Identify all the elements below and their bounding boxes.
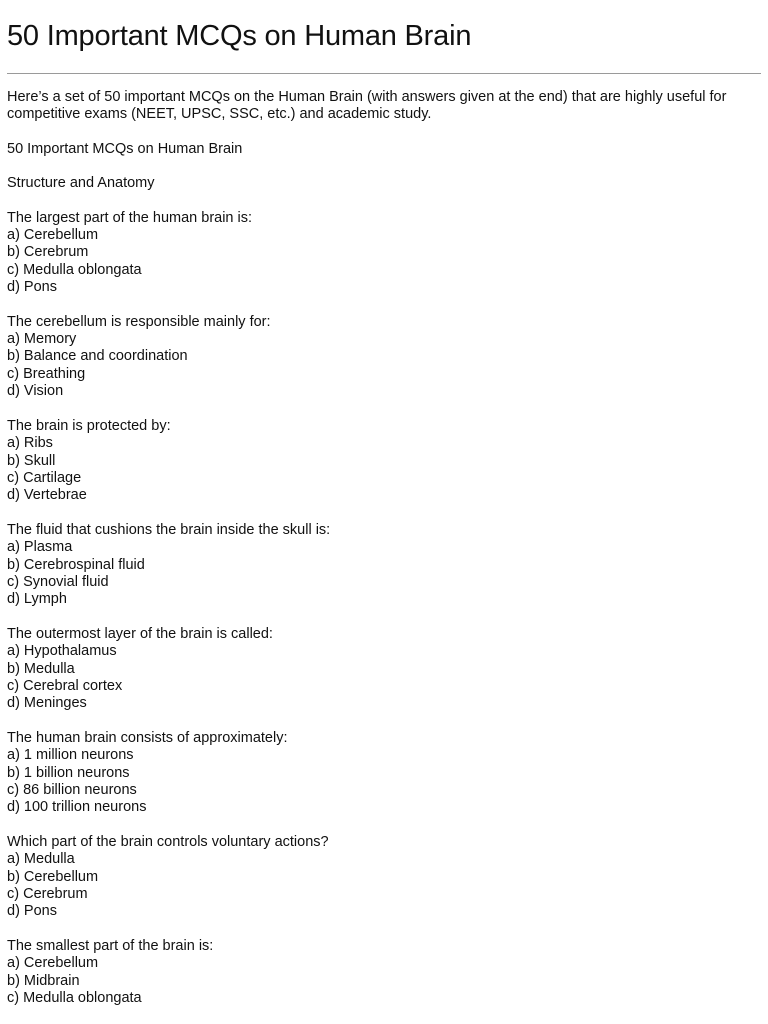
option-item: c) 86 billion neurons [7, 782, 137, 798]
option-item: d) Vertebrae [7, 487, 87, 504]
intro-text: Here’s a set of 50 important MCQs on the Human Brain (with answers given at the end) that are highly useful for competitive exams (NEET, UPSC, SSC, etc.) and academic study. [7, 89, 727, 123]
option-item: b) Cerebrum [7, 244, 89, 261]
option-item: d) Lymph [7, 591, 67, 608]
section-heading: Structure and Anatomy [7, 175, 155, 192]
option-item: a) Medulla [7, 851, 75, 868]
option-item: d) Vision [7, 383, 64, 400]
option-item: a) 1 million neurons [7, 747, 134, 764]
question-text: The outermost layer of the brain is called: [7, 625, 273, 642]
question-text: The fluid that cushions the brain inside the skull is: [7, 521, 331, 538]
option-item: a) Cerebellum [7, 227, 99, 244]
option-item: d) Pons [7, 279, 57, 296]
option-item: c) Cartilage [7, 469, 82, 486]
question-text: The smallest part of the brain is: [7, 937, 214, 954]
question-text: The brain is protected by: [7, 417, 171, 434]
option-item: b) Balance and coordination [7, 348, 188, 365]
question-block [7, 938, 761, 1008]
question-block [7, 210, 761, 297]
option-item: d) Pons [7, 903, 57, 920]
title-divider [7, 73, 761, 74]
option-item: c) Medulla oblongata [7, 990, 142, 1007]
option-item: a) Memory [7, 331, 77, 348]
question-block [7, 730, 761, 817]
option-item: c) Cerebrum [7, 886, 88, 903]
question-text: The largest part of the human brain is: [7, 209, 253, 226]
heading-paragraph [7, 141, 761, 158]
list-heading: 50 Important MCQs on Human Brain [7, 140, 243, 157]
option-item: b) 1 billion neurons [7, 764, 130, 781]
question-text: The cerebellum is responsible mainly for: [7, 313, 271, 330]
question-text: The human brain consists of approximately: [7, 729, 288, 746]
option-item: c) Cerebral cortex [7, 677, 123, 694]
option-item: c) Medulla oblongata [7, 261, 142, 278]
option-item: a) Cerebellum [7, 955, 99, 972]
option-item: a) Plasma [7, 539, 73, 556]
intro-paragraph [7, 89, 761, 124]
document-title: 50 Important MCQs on Human Brain [7, 20, 472, 52]
option-item: c) Breathing [7, 365, 86, 382]
option-item: c) Synovial fluid [7, 573, 109, 590]
section-paragraph [7, 175, 761, 192]
option-item: b) Cerebrospinal fluid [7, 556, 145, 573]
question-block [7, 834, 761, 921]
question-block [7, 418, 761, 505]
option-item: b) Midbrain [7, 972, 80, 989]
question-block [7, 314, 761, 401]
option-item: b) Skull [7, 452, 56, 469]
option-item: a) Hypothalamus [7, 643, 117, 660]
question-block [7, 626, 761, 713]
document-page [7, 0, 761, 1007]
question-block [7, 522, 761, 609]
option-item: b) Cerebellum [7, 868, 99, 885]
option-item: a) Ribs [7, 435, 53, 452]
option-item: d) Meninges [7, 695, 87, 712]
option-item: d) 100 trillion neurons [7, 799, 147, 816]
question-text: Which part of the brain controls voluntary actions? [7, 833, 329, 850]
option-item: b) Medulla [7, 660, 75, 677]
